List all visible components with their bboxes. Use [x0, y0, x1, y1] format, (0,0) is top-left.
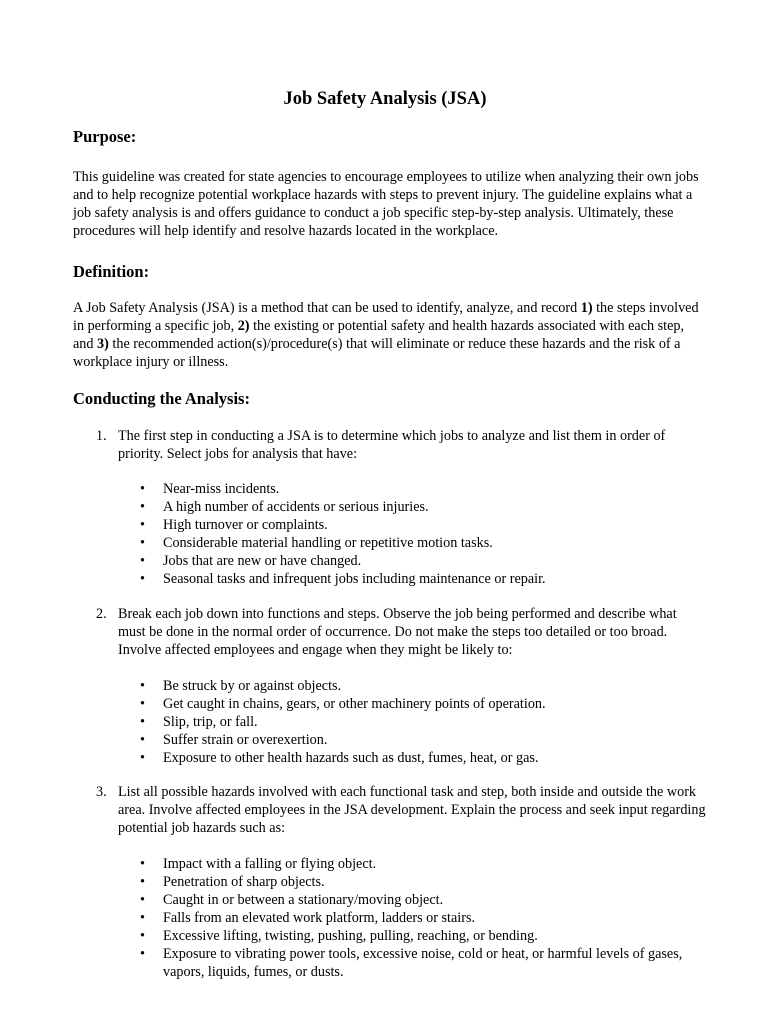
list-item-text: Be struck by or against objects.	[163, 678, 342, 694]
bullet-icon: •	[140, 856, 145, 872]
definition-marker-2: 2)	[237, 318, 250, 334]
list-item-text: Jobs that are new or have changed.	[163, 553, 362, 569]
purpose-paragraph: This guideline was created for state agencies to encourage employees to utilize when analyzing their own jobs and to help recognize potential workplace hazards with steps to prevent injury. The guideline explains what a job safety analysis is and offers guidance to conduct a job specific step-by-step analysis. Ultimately, these procedures will help identify and resolve hazards located in the workplace.	[73, 169, 699, 239]
list-item	[140, 873, 700, 891]
bullet-icon: •	[140, 714, 145, 730]
list-item	[140, 855, 700, 873]
step-number: 1.	[96, 428, 107, 444]
list-item	[140, 677, 700, 695]
definition-marker-1: 1)	[580, 300, 593, 316]
step-2	[96, 605, 706, 659]
list-item	[140, 713, 700, 731]
list-item-text: Get caught in chains, gears, or other machinery points of operation.	[163, 696, 546, 712]
bullet-icon: •	[140, 892, 145, 908]
definition-text-part2: the steps involved in performing a specific job,	[73, 300, 699, 334]
definition-text-part3: the existing or potential safety and health hazards associated with each step, and	[73, 318, 685, 352]
page-title: Job Safety Analysis (JSA)	[283, 89, 487, 109]
step-1-bullet-list	[140, 480, 700, 588]
definition-marker-3: 3)	[97, 336, 109, 352]
list-item-text: Seasonal tasks and infrequent jobs including maintenance or repair.	[163, 571, 546, 587]
list-item	[140, 552, 700, 570]
list-item-text: Caught in or between a stationary/moving object.	[163, 892, 444, 908]
bullet-icon: •	[140, 732, 145, 748]
purpose-heading: Purpose:	[73, 127, 137, 146]
list-item-text: Suffer strain or overexertion.	[163, 732, 328, 748]
definition-text-part1: A Job Safety Analysis (JSA) is a method that can be used to identify, analyze, and record	[73, 300, 581, 316]
step-3-bullet-list	[140, 855, 700, 981]
bullet-icon: •	[140, 910, 145, 926]
step-3	[96, 783, 706, 837]
bullet-icon: •	[140, 678, 145, 694]
bullet-icon: •	[140, 499, 145, 515]
list-item-text: A high number of accidents or serious injuries.	[163, 499, 429, 515]
step-number: 3.	[96, 784, 107, 800]
step-2-bullet-list	[140, 677, 700, 767]
list-item-text: Considerable material handling or repetitive motion tasks.	[163, 535, 493, 551]
list-item-text: Excessive lifting, twisting, pushing, pulling, reaching, or bending.	[163, 928, 538, 944]
bullet-icon: •	[140, 874, 145, 890]
conducting-heading: Conducting the Analysis:	[73, 389, 250, 408]
bullet-icon: •	[140, 696, 145, 712]
definition-text-part4: the recommended action(s)/procedure(s) that will eliminate or reduce these hazards and the risk of a workplace injury or illness.	[73, 336, 681, 370]
bullet-icon: •	[140, 571, 145, 587]
list-item	[140, 570, 700, 588]
definition-heading: Definition:	[73, 262, 150, 281]
list-item	[140, 498, 700, 516]
bullet-icon: •	[140, 928, 145, 944]
bullet-icon: •	[140, 946, 145, 962]
list-item-text: High turnover or complaints.	[163, 517, 328, 533]
list-item-text: Falls from an elevated work platform, ladders or stairs.	[163, 910, 476, 926]
bullet-icon: •	[140, 517, 145, 533]
definition-paragraph	[73, 299, 703, 371]
step-text: List all possible hazards involved with each functional task and step, both inside and outside the work area. Involve affected employees in the JSA development. Explain the process and seek input regarding potential job hazards such as:	[118, 784, 706, 836]
step-text: Break each job down into functions and steps. Observe the job being performed and describe what must be done in the normal order of occurrence. Do not make the steps too detailed or too broad. Involve affected employees and engage when they might be likely to:	[118, 606, 677, 658]
bullet-icon: •	[140, 535, 145, 551]
list-item	[140, 945, 700, 981]
bullet-icon: •	[140, 750, 145, 766]
list-item	[140, 927, 700, 945]
bullet-icon: •	[140, 553, 145, 569]
list-item-text: Near-miss incidents.	[163, 481, 280, 497]
list-item	[140, 534, 700, 552]
list-item	[140, 480, 700, 498]
list-item	[140, 891, 700, 909]
step-text: The first step in conducting a JSA is to determine which jobs to analyze and list them in order of priority. Select jobs for analysis that have:	[118, 428, 666, 462]
list-item	[140, 516, 700, 534]
list-item	[140, 749, 700, 767]
step-1	[96, 427, 706, 463]
bullet-icon: •	[140, 481, 145, 497]
step-number: 2.	[96, 606, 107, 622]
list-item	[140, 909, 700, 927]
list-item-text: Exposure to vibrating power tools, excessive noise, cold or heat, or harmful levels of gases, vapors, liquids, fumes, or dusts.	[163, 946, 683, 980]
list-item	[140, 695, 700, 713]
list-item-text: Penetration of sharp objects.	[163, 874, 325, 890]
list-item-text: Exposure to other health hazards such as dust, fumes, heat, or gas.	[163, 750, 539, 766]
list-item-text: Impact with a falling or flying object.	[163, 856, 377, 872]
list-item-text: Slip, trip, or fall.	[163, 714, 258, 730]
list-item	[140, 731, 700, 749]
